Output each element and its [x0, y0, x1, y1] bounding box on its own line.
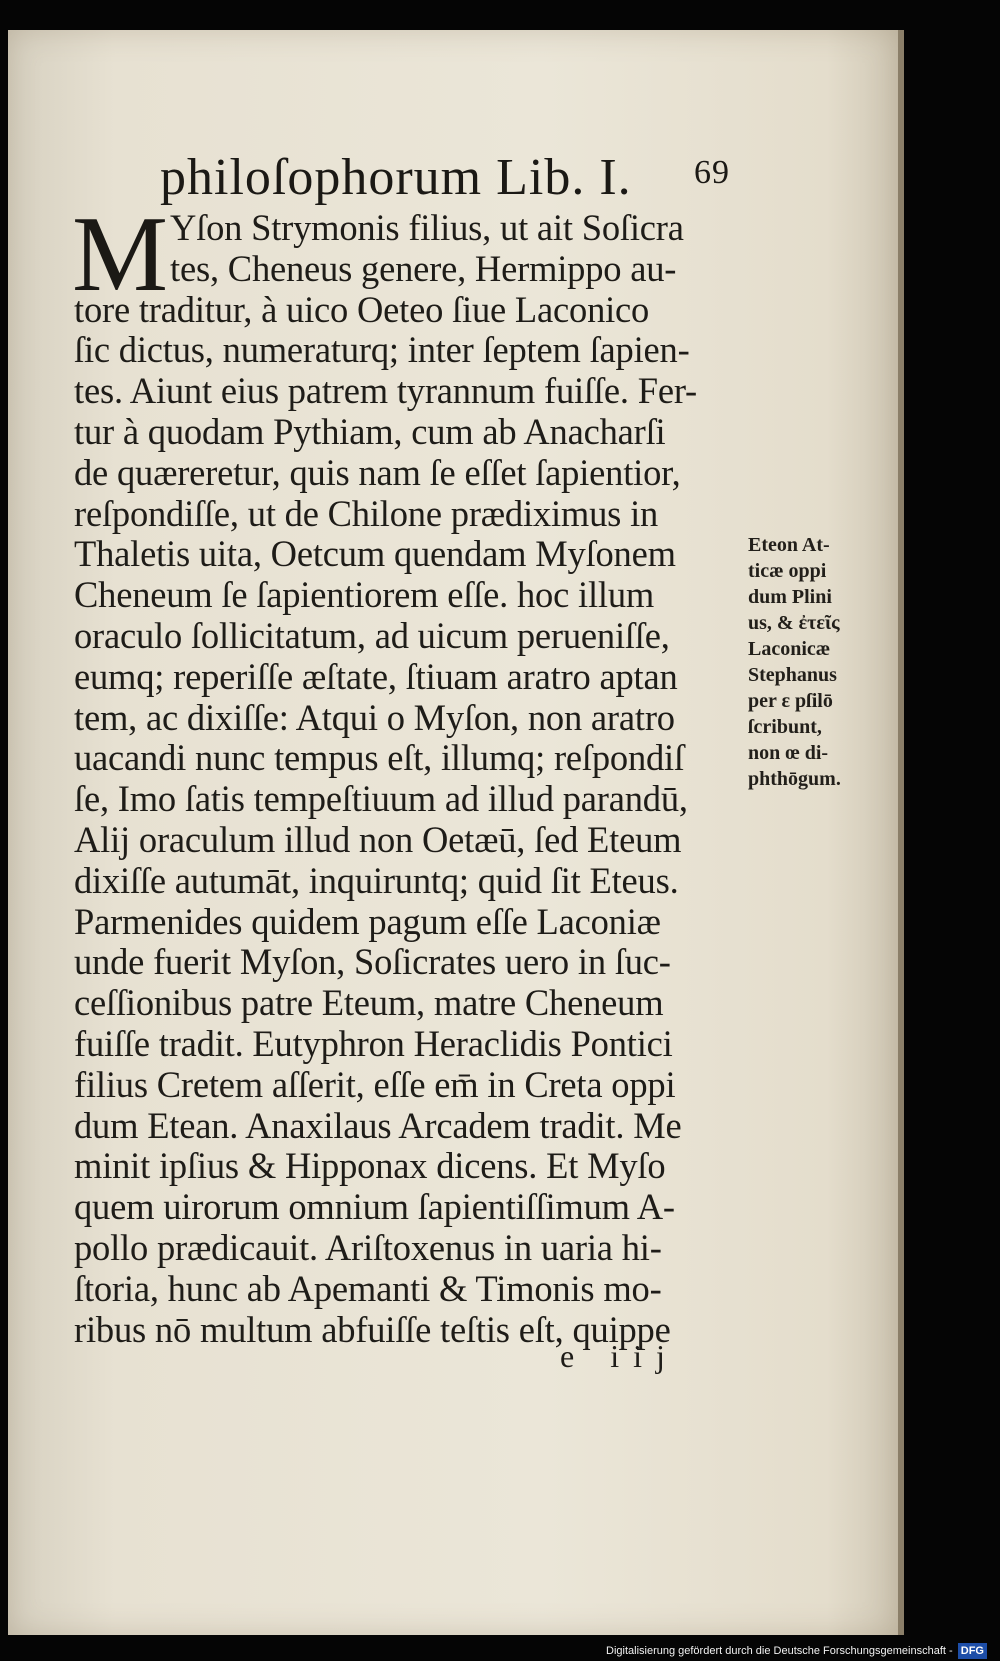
text-line: tore traditur, à uico Oeteo ſiue Laconico — [74, 288, 650, 330]
dfg-logo: DFG — [958, 1643, 987, 1659]
text-line: ſe, Imo ſatis tempeſtiuum ad illud parandū, — [74, 778, 688, 820]
text-line: dum Etean. Anaxilaus Arcadem tradit. Me — [74, 1104, 682, 1146]
marginal-note-line: Eteon At- — [748, 534, 830, 556]
text-line: oraculo ſollicitatum, ad uicum perueniſſe, — [74, 614, 670, 656]
text-line: unde fuerit Myſon, Soſicrates uero in ſuc- — [74, 941, 671, 983]
text-line: ſic dictus, numeraturq; inter ſeptem ſapien- — [74, 329, 690, 371]
text-line: uacandi nunc tempus eſt, illumq; reſpondiſ — [74, 737, 684, 779]
text-line: eumq; reperiſſe æſtate, ſtiuam aratro aptan — [74, 655, 678, 697]
marginal-note-line: non œ di- — [748, 742, 829, 764]
page-number: 69 — [694, 154, 730, 191]
text-line: Cheneum ſe ſapientiorem eſſe. hoc illum — [74, 574, 655, 616]
text-line: ſtoria, hunc ab Apemanti & Timonis mo- — [74, 1267, 662, 1309]
text-line: filius Cretem aſſerit, eſſe em̄ in Creta oppi — [74, 1063, 676, 1105]
running-head — [160, 148, 730, 207]
body-text-block — [72, 195, 744, 1350]
drop-cap-initial: M — [72, 195, 169, 314]
credit-text: Digitalisierung gefördert durch die Deutsche Forschungsgemeinschaft - — [606, 1645, 953, 1657]
text-line: pollo prædicauit. Ariſtoxenus in uaria hi- — [74, 1226, 662, 1268]
page-edge — [898, 30, 904, 1635]
text-line: tes. Aiunt eius patrem tyrannum fuiſſe. Fer- — [74, 370, 697, 412]
text-line: Alij oraculum illud non Oetæū, ſed Eteum — [74, 818, 682, 860]
marginal-note-line: phthōgum. — [748, 768, 841, 790]
text-line: ribus nō multum abfuiſſe teſtis eſt, quippe — [74, 1308, 671, 1350]
marginal-note — [748, 532, 860, 792]
text-line: quem uirorum omnium ſapientiſſimum A- — [74, 1186, 675, 1228]
signature-mark: e iij — [560, 1338, 679, 1374]
marginal-note-line: us, & ἐτεῖς — [748, 612, 840, 634]
text-line: Yſon Strymonis filius, ut ait Soſicra — [170, 207, 684, 248]
marginal-note-line: Laconicæ — [748, 638, 831, 660]
running-head-title: philoſophorum Lib. I. — [160, 149, 632, 206]
digitization-credit — [606, 1643, 996, 1659]
marginal-note-line: ticæ oppi — [748, 560, 827, 582]
text-line: fuiſſe tradit. Eutyphron Heraclidis Pontici — [74, 1022, 673, 1064]
marginal-note-line: Stephanus — [748, 664, 837, 686]
marginal-note-line: ſcribunt, — [748, 716, 822, 738]
text-line: dixiſſe autumāt, inquiruntq; quid ſit Eteus. — [74, 859, 679, 901]
marginal-note-line: dum Plini — [748, 586, 832, 608]
text-line: tem, ac dixiſſe: Atqui o Myſon, non aratro — [74, 696, 675, 738]
text-line: de quæreretur, quis nam ſe eſſet ſapientior, — [74, 451, 681, 493]
text-line: Parmenides quidem pagum eſſe Laconiæ — [74, 900, 661, 942]
text-line: ceſſionibus patre Eteum, matre Cheneum — [74, 982, 664, 1024]
text-line: tur à quodam Pythiam, cum ab Anacharſi — [74, 410, 666, 452]
text-line: reſpondiſſe, ut de Chilone prædiximus in — [74, 492, 659, 534]
text-line: minit ipſius & Hipponax dicens. Et Myſo — [74, 1145, 666, 1187]
text-line: tes, Cheneus genere, Hermippo au- — [170, 247, 677, 289]
marginal-note-line: per ε pſilō — [748, 690, 833, 712]
text-line: Thaletis uita, Oetcum quendam Myſonem — [74, 533, 676, 575]
